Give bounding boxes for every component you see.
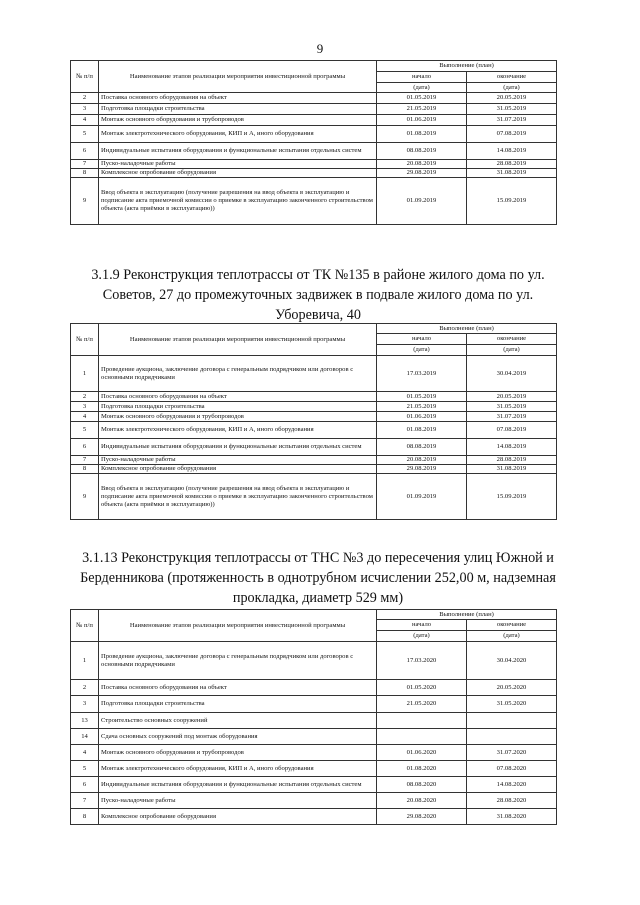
schedule-table-3	[70, 609, 557, 825]
table-row	[71, 777, 557, 793]
stage-name: Комплексное опробование оборудования	[99, 465, 377, 474]
row-number: 9	[71, 474, 99, 520]
stage-name: Сдача основных сооружений под монтаж оборудования	[99, 729, 377, 745]
stage-name: Проведение аукциона, заключение договора с генеральным подрядчиком или договоров с основными подрядчиками	[99, 356, 377, 392]
header-start: начало	[377, 334, 467, 345]
header-num: № п/п	[71, 61, 99, 93]
row-number: 4	[71, 412, 99, 422]
table-row	[71, 696, 557, 713]
stage-name: Комплексное опробование оборудования	[99, 809, 377, 825]
header-execution: Выполнение (план)	[377, 610, 557, 620]
section-heading-3-1-9: 3.1.9 Реконструкция теплотрассы от ТК №135 в районе жилого дома по ул. Советов, 27 до промежуточных задвижек в подвале жилого дома по ул. Уборевича, 40	[91, 267, 545, 323]
row-number: 7	[71, 456, 99, 465]
header-start: начало	[377, 620, 467, 631]
stage-name: Поставка основного оборудования на объект	[99, 93, 377, 104]
start-date: 01.06.2019	[377, 115, 467, 126]
stage-name: Монтаж основного оборудования и трубопроводов	[99, 412, 377, 422]
stage-name: Индивидуальные испытания оборудования и функциональные испытания отдельных систем	[99, 777, 377, 793]
start-date: 21.05.2020	[377, 696, 467, 713]
start-date: 01.05.2020	[377, 680, 467, 696]
start-date: 29.08.2020	[377, 809, 467, 825]
stage-name: Комплексное опробование оборудования	[99, 169, 377, 178]
row-number: 14	[71, 729, 99, 745]
table-row	[71, 115, 557, 126]
stage-name: Индивидуальные испытания оборудования и функциональные испытания отдельных систем	[99, 439, 377, 456]
header-stage-name: Наименование этапов реализации мероприятия инвестиционной программы	[99, 61, 377, 93]
header-execution: Выполнение (план)	[377, 324, 557, 334]
row-number: 9	[71, 178, 99, 225]
header-end: окончание	[467, 72, 557, 83]
table-row	[71, 126, 557, 143]
end-date: 07.08.2019	[467, 422, 557, 439]
start-date: 01.08.2019	[377, 126, 467, 143]
end-date: 30.04.2020	[467, 642, 557, 680]
end-date: 31.07.2019	[467, 412, 557, 422]
table-row	[71, 680, 557, 696]
start-date	[377, 713, 467, 729]
end-date: 31.05.2020	[467, 696, 557, 713]
section-heading-3-1-13: 3.1.13 Реконструкция теплотрассы от ТНС №3 до пересечения улиц Южной и Берденникова (протяженность в однотрубном исчислении 252,00 м, надземная прокладка, диаметр 529 мм)	[80, 550, 556, 606]
row-number: 3	[71, 104, 99, 115]
row-number: 13	[71, 713, 99, 729]
stage-name: Проведение аукциона, заключение договора с генеральным подрядчиком или договоров с основными подрядчиками	[99, 642, 377, 680]
row-number: 2	[71, 680, 99, 696]
end-date: 31.08.2019	[467, 169, 557, 178]
table-row	[71, 392, 557, 402]
row-number: 4	[71, 115, 99, 126]
stage-name: Монтаж основного оборудования и трубопроводов	[99, 745, 377, 761]
end-date: 31.07.2019	[467, 115, 557, 126]
end-date: 14.08.2019	[467, 143, 557, 160]
row-number: 1	[71, 356, 99, 392]
table-row	[71, 439, 557, 456]
start-date: 08.08.2019	[377, 143, 467, 160]
header-end: окончание	[467, 620, 557, 631]
end-date: 07.08.2019	[467, 126, 557, 143]
table-row	[71, 422, 557, 439]
start-date: 01.05.2019	[377, 392, 467, 402]
stage-name: Пуско-наладочные работы	[99, 160, 377, 169]
start-date: 29.08.2019	[377, 465, 467, 474]
start-date: 21.05.2019	[377, 104, 467, 115]
stage-name: Монтаж основного оборудования и трубопроводов	[99, 115, 377, 126]
row-number: 8	[71, 465, 99, 474]
end-date: 28.08.2019	[467, 456, 557, 465]
end-date: 15.09.2019	[467, 178, 557, 225]
start-date: 20.08.2019	[377, 160, 467, 169]
header-start: начало	[377, 72, 467, 83]
table-row	[71, 402, 557, 412]
end-date: 28.08.2020	[467, 793, 557, 809]
row-number: 6	[71, 777, 99, 793]
end-date	[467, 713, 557, 729]
table-row	[71, 104, 557, 115]
row-number: 5	[71, 126, 99, 143]
table-row	[71, 160, 557, 169]
end-date: 28.08.2019	[467, 160, 557, 169]
end-date: 31.05.2019	[467, 402, 557, 412]
end-date: 31.08.2020	[467, 809, 557, 825]
table-row	[71, 456, 557, 465]
stage-name: Монтаж электротехнического оборудования, КИП и А, иного оборудования	[99, 422, 377, 439]
row-number: 6	[71, 439, 99, 456]
row-number: 2	[71, 392, 99, 402]
row-number: 6	[71, 143, 99, 160]
start-date	[377, 729, 467, 745]
row-number: 4	[71, 745, 99, 761]
end-date: 14.08.2019	[467, 439, 557, 456]
start-date: 01.09.2019	[377, 474, 467, 520]
row-number: 5	[71, 422, 99, 439]
end-date: 31.05.2019	[467, 104, 557, 115]
table-row	[71, 809, 557, 825]
row-number: 2	[71, 93, 99, 104]
start-date: 01.05.2019	[377, 93, 467, 104]
stage-name: Пуско-наладочные работы	[99, 793, 377, 809]
table-row	[71, 761, 557, 777]
header-end: окончание	[467, 334, 557, 345]
stage-name: Монтаж электротехнического оборудования, КИП и А, иного оборудования	[99, 126, 377, 143]
stage-name: Монтаж электротехнического оборудования, КИП и А, иного оборудования	[99, 761, 377, 777]
stage-name: Подготовка площадки строительства	[99, 104, 377, 115]
end-date: 20.05.2019	[467, 93, 557, 104]
start-date: 17.03.2020	[377, 642, 467, 680]
stage-name: Поставка основного оборудования на объект	[99, 680, 377, 696]
stage-name: Подготовка площадки строительства	[99, 696, 377, 713]
table-row	[71, 356, 557, 392]
start-date: 21.05.2019	[377, 402, 467, 412]
start-date: 01.06.2020	[377, 745, 467, 761]
end-date: 07.08.2020	[467, 761, 557, 777]
start-date: 01.08.2019	[377, 422, 467, 439]
stage-name: Ввод объекта в эксплуатацию (получение разрешения на ввод объекта в эксплуатацию и подписание акта приемочной комиссии о приемке в эксплуатацию законченного строительством объекта (акта приёмки в эксплуатацию))	[99, 178, 377, 225]
table-row	[71, 713, 557, 729]
start-date: 20.08.2019	[377, 456, 467, 465]
header-end-date: (дата)	[467, 631, 557, 642]
header-num: № п/п	[71, 324, 99, 356]
end-date: 20.05.2020	[467, 680, 557, 696]
row-number: 7	[71, 160, 99, 169]
row-number: 8	[71, 169, 99, 178]
end-date: 14.08.2020	[467, 777, 557, 793]
table-row	[71, 745, 557, 761]
start-date: 20.08.2020	[377, 793, 467, 809]
table-row	[71, 465, 557, 474]
header-start-date: (дата)	[377, 83, 467, 93]
table-row	[71, 93, 557, 104]
row-number: 8	[71, 809, 99, 825]
row-number: 3	[71, 696, 99, 713]
table-row	[71, 793, 557, 809]
start-date: 29.08.2019	[377, 169, 467, 178]
header-execution: Выполнение (план)	[377, 61, 557, 72]
table-row	[71, 143, 557, 160]
stage-name: Строительство основных сооружений	[99, 713, 377, 729]
row-number: 3	[71, 402, 99, 412]
start-date: 08.08.2019	[377, 439, 467, 456]
header-num: № п/п	[71, 610, 99, 642]
header-stage-name: Наименование этапов реализации мероприятия инвестиционной программы	[99, 610, 377, 642]
table-row	[71, 474, 557, 520]
start-date: 01.09.2019	[377, 178, 467, 225]
end-date: 15.09.2019	[467, 474, 557, 520]
header-start-date: (дата)	[377, 345, 467, 356]
header-start-date: (дата)	[377, 631, 467, 642]
row-number: 5	[71, 761, 99, 777]
page-number: 9	[316, 41, 324, 56]
row-number: 7	[71, 793, 99, 809]
row-number: 1	[71, 642, 99, 680]
stage-name: Ввод объекта в эксплуатацию (получение разрешения на ввод объекта в эксплуатацию и подписание акта приемочной комиссии о приемке в эксплуатацию законченного строительством объекта (акта приёмки в эксплуатацию))	[99, 474, 377, 520]
start-date: 17.03.2019	[377, 356, 467, 392]
stage-name: Индивидуальные испытания оборудования и функциональные испытания отдельных систем	[99, 143, 377, 160]
stage-name: Пуско-наладочные работы	[99, 456, 377, 465]
table-row	[71, 642, 557, 680]
start-date: 01.08.2020	[377, 761, 467, 777]
end-date: 30.04.2019	[467, 356, 557, 392]
stage-name: Подготовка площадки строительства	[99, 402, 377, 412]
end-date: 31.07.2020	[467, 745, 557, 761]
end-date: 31.08.2019	[467, 465, 557, 474]
table-row	[71, 729, 557, 745]
end-date: 20.05.2019	[467, 392, 557, 402]
header-end-date: (дата)	[467, 83, 557, 93]
end-date	[467, 729, 557, 745]
header-stage-name: Наименование этапов реализации мероприятия инвестиционной программы	[99, 324, 377, 356]
header-end-date: (дата)	[467, 345, 557, 356]
table-row	[71, 412, 557, 422]
start-date: 08.08.2020	[377, 777, 467, 793]
start-date: 01.06.2019	[377, 412, 467, 422]
schedule-table-2	[70, 323, 557, 520]
schedule-table-1	[70, 60, 557, 225]
stage-name: Поставка основного оборудования на объект	[99, 392, 377, 402]
table-row	[71, 169, 557, 178]
table-row	[71, 178, 557, 225]
